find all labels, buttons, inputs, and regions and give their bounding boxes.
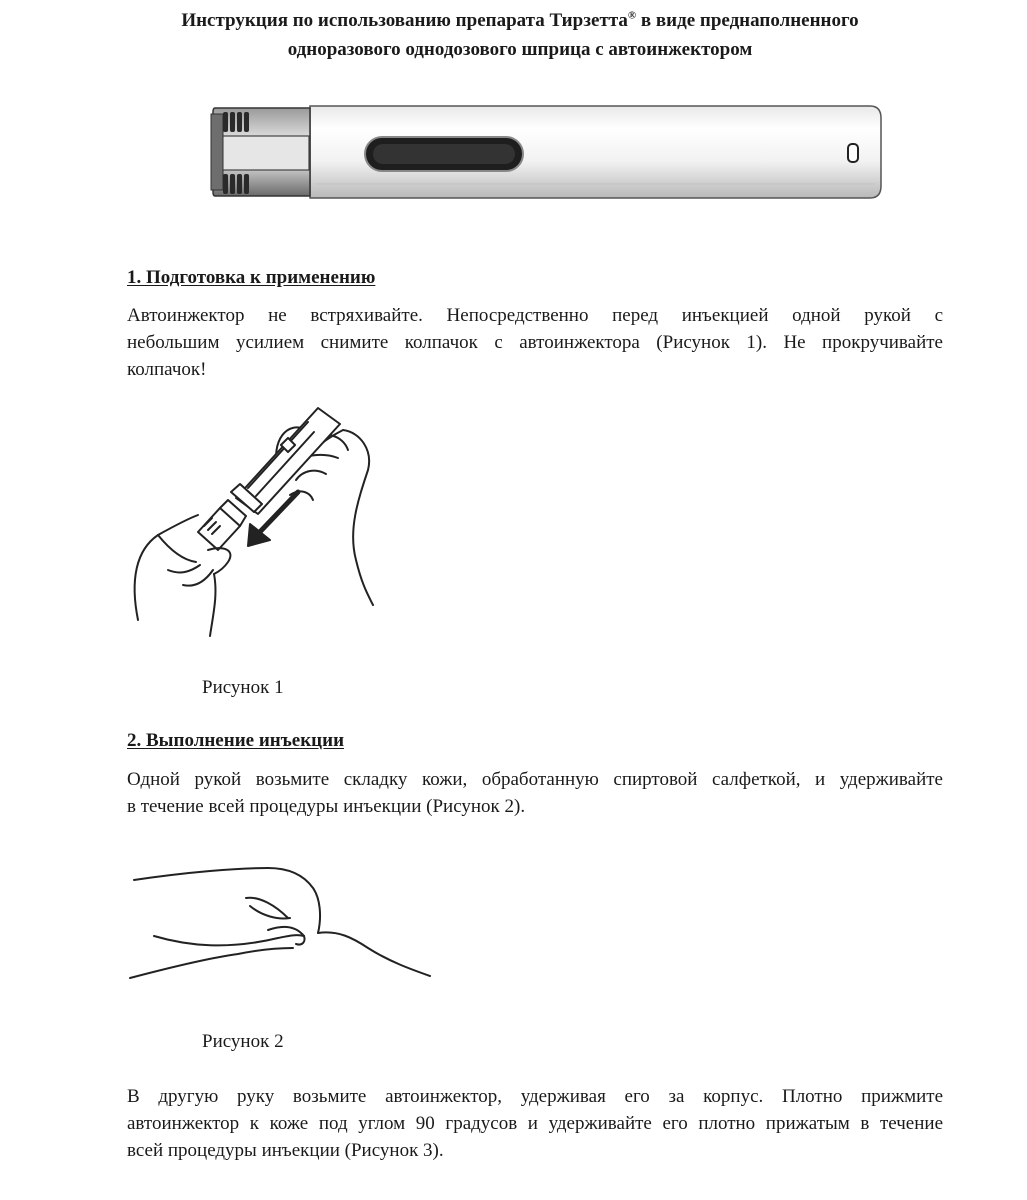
figure-1-caption: Рисунок 1 bbox=[202, 677, 284, 698]
figure-2-skin-fold-illustration bbox=[128, 858, 438, 988]
paragraph-line: в течение всей процедуры инъекции (Рисунок 2). bbox=[127, 796, 526, 817]
section-2-paragraph-2 bbox=[127, 1083, 943, 1164]
figure-2-caption: Рисунок 2 bbox=[202, 1031, 284, 1052]
title-text: Инструкция по использованию препарата Тирзетта bbox=[181, 10, 628, 31]
document-title bbox=[100, 6, 940, 64]
paragraph-line: колпачок! bbox=[127, 359, 207, 380]
paragraph-line: Одной рукой возьмите складку кожи, обработанную спиртовой салфеткой, и удерживайте bbox=[127, 769, 943, 790]
paragraph-line: В другую руку возьмите автоинжектор, удерживая его за корпус. Плотно прижмите bbox=[127, 1086, 943, 1107]
paragraph-line: автоинжектор к коже под углом 90 градусов и удерживайте его плотно прижатым в течение bbox=[127, 1113, 943, 1134]
autoinjector-illustration bbox=[205, 98, 885, 208]
section-2-heading: 2. Выполнение инъекции bbox=[127, 730, 345, 751]
section-1-paragraph bbox=[127, 302, 943, 383]
paragraph-line: Автоинжектор не встряхивайте. Непосредственно перед инъекцией одной рукой с bbox=[127, 305, 943, 326]
title-line-2: одноразового однодозового шприца с автоинжектором bbox=[287, 39, 753, 60]
registered-mark: ® bbox=[627, 9, 637, 22]
section-1-heading: 1. Подготовка к применению bbox=[127, 267, 376, 288]
paragraph-line: небольшим усилием снимите колпачок с автоинжектора (Рисунок 1). Не прокручивайте bbox=[127, 332, 943, 353]
figure-1-cap-removal-illustration bbox=[128, 400, 388, 640]
title-line-1 bbox=[100, 6, 940, 35]
section-2-paragraph bbox=[127, 766, 943, 820]
title-text-rest: в виде преднаполненного bbox=[636, 10, 859, 31]
paragraph-line: всей процедуры инъекции (Рисунок 3). bbox=[127, 1140, 444, 1161]
